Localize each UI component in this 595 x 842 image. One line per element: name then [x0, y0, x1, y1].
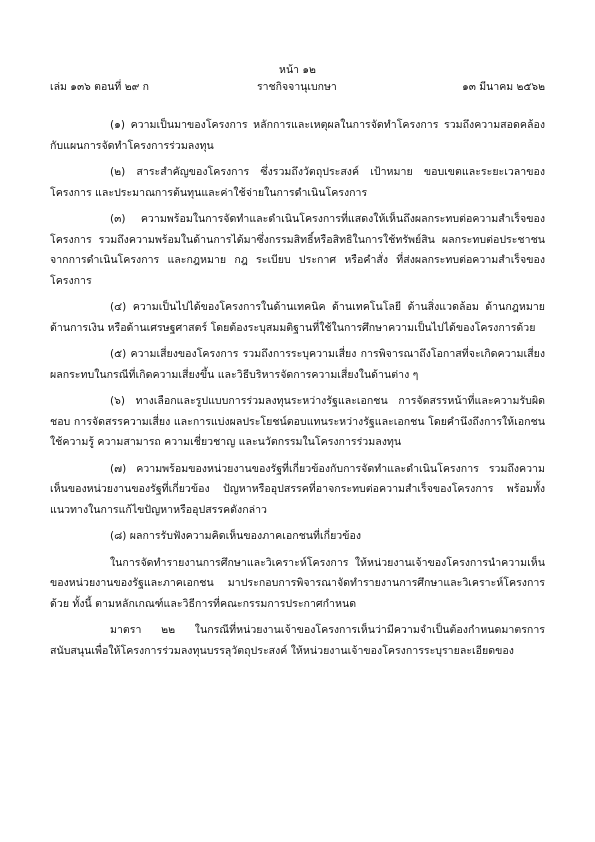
publication-date: ๑๓ มีนาคม ๒๕๖๒ — [462, 81, 545, 93]
paragraph-item-7: (๗) ความพร้อมของหน่วยงานของรัฐที่เกี่ยวข้องกับการจัดทำและดำเนินโครงการ รวมถึงความเห็นของหน่วยงานของรัฐที่เกี่ยวข้อง ปัญหาหรืออุปสรรคที่อาจกระทบต่อความสำเร็จของโครงการ พร้อมทั้งแนวทางในการแก้ไขปัญหาหรืออุปสรรคดังกล่าว — [50, 462, 545, 516]
publication-title: ราชกิจจานุเบกษา — [257, 81, 337, 93]
paragraph-study-report: ในการจัดทำรายงานการศึกษาและวิเคราะห์โครงการ ให้หน่วยงานเจ้าของโครงการนำความเห็นของหน่วยงานของรัฐและภาคเอกชน มาประกอบการพิจารณาจัดทำรายงานการศึกษาและวิเคราะห์โครงการด้วย ทั้งนี้ ตามหลักเกณฑ์และวิธีการที่คณะกรรมการประกาศกำหนด — [50, 556, 545, 610]
paragraph-item-3: (๓) ความพร้อมในการจัดทำและดำเนินโครงการที่แสดงให้เห็นถึงผลกระทบต่อความสำเร็จของโครงการ รวมถึงความพร้อมในด้านการได้มาซึ่งกรรมสิทธิ์หรือสิทธิในการใช้ทรัพย์สิน ผลกระทบต่อประชาชนจากการดำเนินโครงการ และกฎหมาย กฎ ระเบียบ ประกาศ หรือคำสั่ง ที่ส่งผลกระทบต่อความสำเร็จของโครงการ — [50, 213, 545, 287]
paragraph-item-4: (๔) ความเป็นไปได้ของโครงการในด้านเทคนิค ด้านเทคโนโลยี ด้านสิ่งแวดล้อม ด้านกฎหมาย ด้านการเงิน หรือด้านเศรษฐศาสตร์ โดยต้องระบุสมมติฐานที่ใช้ในการศึกษาความเป็นไปได้ของโครงการด้วย — [50, 301, 545, 334]
volume-issue: เล่ม ๑๓๖ ตอนที่ ๒๙ ก — [50, 81, 149, 93]
page-number: หน้า ๑๒ — [279, 64, 316, 76]
paragraph-item-2: (๒) สาระสำคัญของโครงการ ซึ่งรวมถึงวัตถุประสงค์ เป้าหมาย ขอบเขตและระยะเวลาของโครงการ และประมาณการต้นทุนและค่าใช้จ่ายในการดำเนินโครงการ — [50, 166, 545, 199]
paragraph-item-1: (๑) ความเป็นมาของโครงการ หลักการและเหตุผลในการจัดทำโครงการ รวมถึงความสอดคล้องกับแผนการจัดทำโครงการร่วมลงทุน — [50, 119, 545, 152]
paragraph-item-8: (๘) ผลการรับฟังความคิดเห็นของภาคเอกชนที่เกี่ยวข้อง — [110, 530, 362, 542]
document-body — [50, 115, 545, 667]
paragraph-section-22: มาตรา ๒๒ ในกรณีที่หน่วยงานเจ้าของโครงการเห็นว่ามีความจำเป็นต้องกำหนดมาตรการสนับสนุนเพื่อให้โครงการร่วมลงทุนบรรลุวัตถุประสงค์ ให้หน่วยงานเจ้าของโครงการระบุรายละเอียดของ — [50, 624, 545, 657]
paragraph-item-6: (๖) ทางเลือกและรูปแบบการร่วมลงทุนระหว่างรัฐและเอกชน การจัดสรรหน้าที่และความรับผิดชอบ การจัดสรรความเสี่ยง และการแบ่งผลประโยชน์ตอบแทนระหว่างรัฐและเอกชน โดยคำนึงถึงการให้เอกชนใช้ความรู้ ความสามารถ ความเชี่ยวชาญ และนวัตกรรมในโครงการร่วมลงทุน — [50, 395, 545, 448]
paragraph-item-5: (๕) ความเสี่ยงของโครงการ รวมถึงการระบุความเสี่ยง การพิจารณาถึงโอกาสที่จะเกิดความเสี่ยง ผลกระทบในกรณีที่เกิดความเสี่ยงขึ้น และวิธีบริหารจัดการความเสี่ยงในด้านต่าง ๆ — [50, 348, 545, 381]
